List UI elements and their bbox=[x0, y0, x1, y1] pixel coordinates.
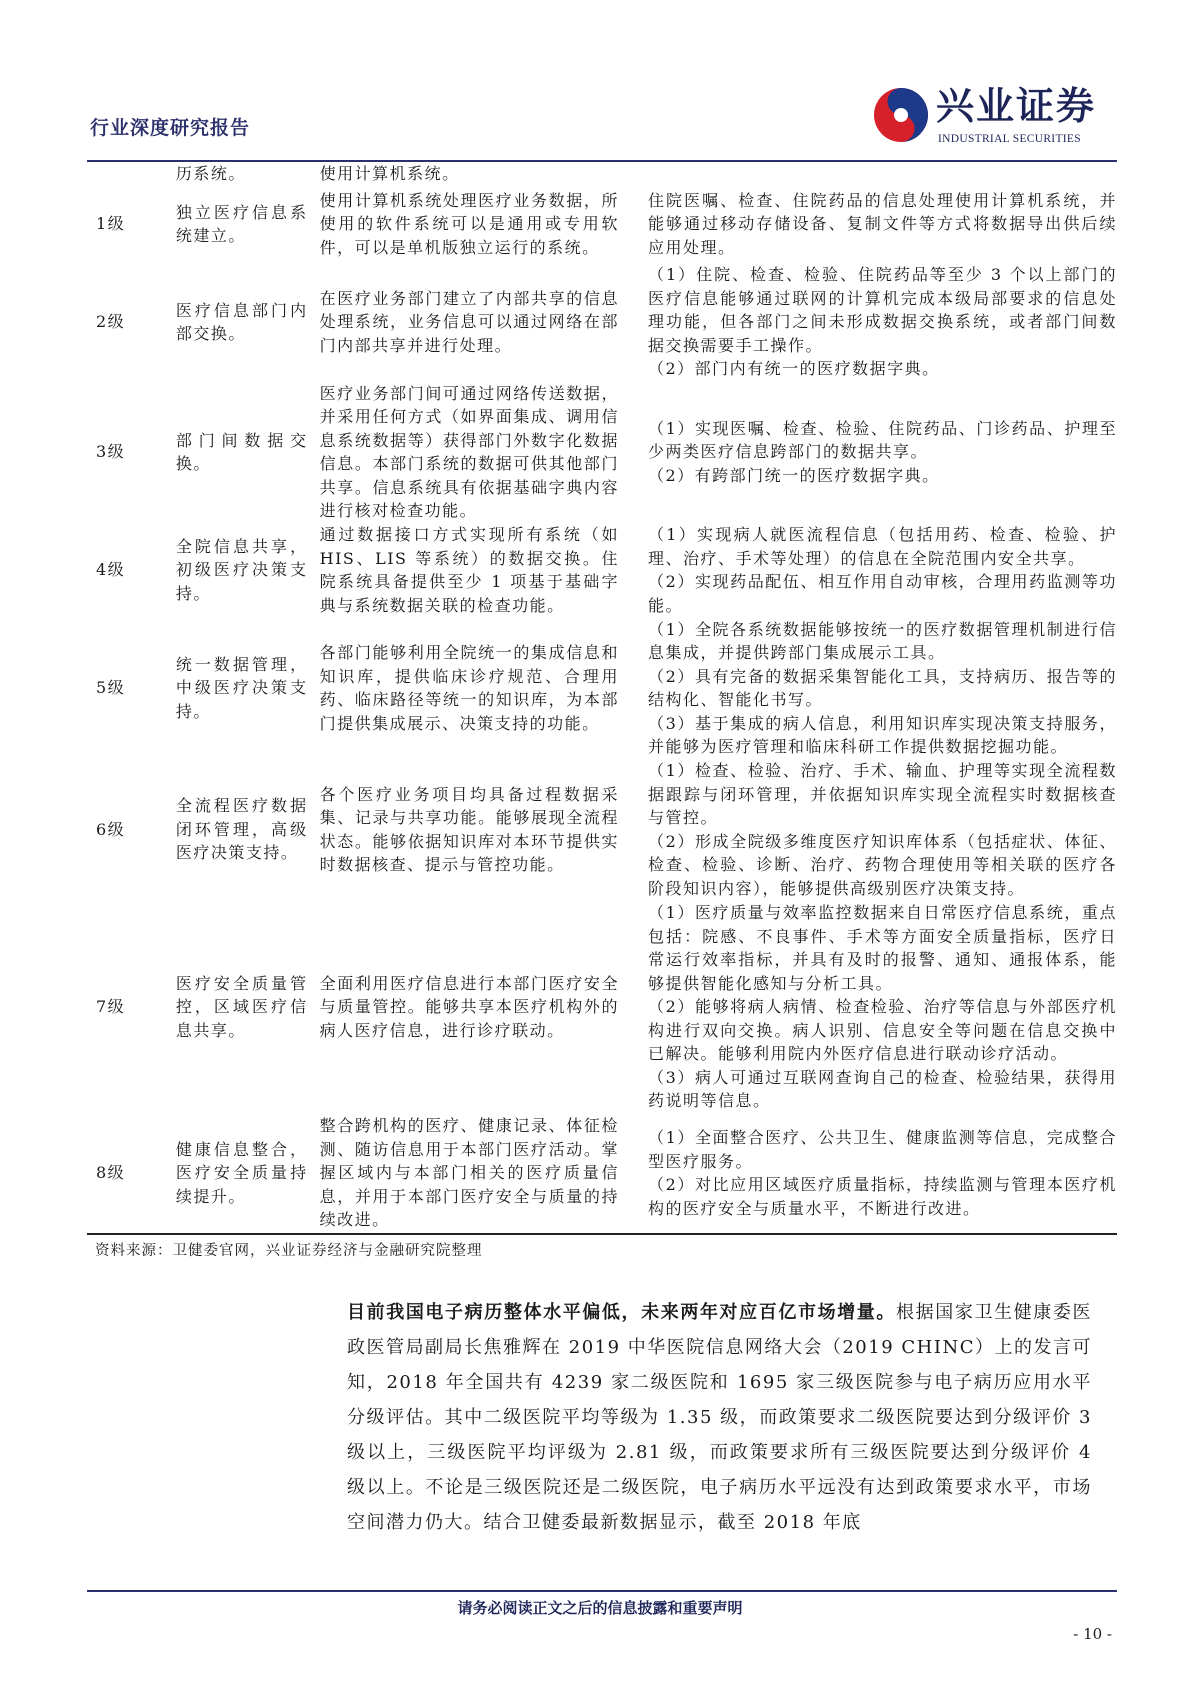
table-row bbox=[87, 1114, 1117, 1234]
stage-name-cell: 独立医疗信息系统建立。 bbox=[175, 202, 308, 245]
requirements-cell: 住院医嘱、检查、住院药品的信息处理使用计算机系统，并能够通过移动存储设备、复制文件等方式将数据导出供后续应用处理。 bbox=[648, 190, 1117, 257]
body-paragraph bbox=[347, 1295, 1092, 1540]
scope-cell: 整合跨机构的医疗、健康记录、体征检测、随访信息用于本部门医疗活动。掌握区域内与本部门相关的医疗质量信息，并用于本部门医疗安全与质量的持续改进。 bbox=[319, 1116, 619, 1230]
level-cell: 7级 bbox=[96, 997, 126, 1017]
table-row bbox=[87, 618, 1117, 759]
paragraph-lead: 目前我国电子病历整体水平偏低，未来两年对应百亿市场增量。 bbox=[347, 1301, 897, 1323]
requirements-cell: （1）实现医嘱、检查、检验、住院药品、门诊药品、护理至少两类医疗信息跨部门的数据共享。 （2）有跨部门统一的医疗数据字典。 bbox=[648, 418, 1117, 485]
requirements-cell: （1）全面整合医疗、公共卫生、健康监测等信息，完成整合型医疗服务。 （2）对比应用区域医疗质量指标，持续监测与管理本医疗机构的医疗安全与质量水平，不断进行改进。 bbox=[648, 1128, 1117, 1218]
footer-divider bbox=[87, 1590, 1117, 1592]
requirements-cell: （1）全院各系统数据能够按统一的医疗数据管理机制进行信息集成，并提供跨部门集成展示工具。 （2）具有完备的数据采集智能化工具，支持病历、报告等的结构化、智能化书写。 （3）基于集成的病人信息，利用知识库实现决策支持服务，并能够为医疗管理和临床科研工作提供数据挖掘功能。 bbox=[648, 619, 1117, 756]
scope-cell: 各部门能够利用全院统一的集成信息和知识库，提供临床诊疗规范、合理用药、临床路径等统一的知识库，为本部门提供集成展示、决策支持的功能。 bbox=[319, 643, 619, 733]
level-cell: 6级 bbox=[96, 819, 126, 839]
paragraph-text: 根据国家卫生健康委医政医管局副局长焦雅辉在 2019 中华医院信息网络大会（2019 CHINC）上的发言可知，2018 年全国共有 4239 家二级医院和 1695 家三级医院参与电子病历应用水平分级评估。其中二级医院平均等级为 1.35 级，而政策要求二级医院要达到分级评价 3 级以上，三级医院平均评级为 2.81 级，而政策要求所有三级医院要达到分级评价 4 级以上。不论是三级医院还是二级医院，电子病历水平远没有达到政策要求水平，市场空间潜力仍大。结合卫健委最新数据显示，截至 2018 年底 bbox=[347, 1301, 1093, 1533]
scope-cell: 使用计算机系统处理医疗业务数据，所使用的软件系统可以是通用或专用软件，可以是单机版独立运行的系统。 bbox=[319, 190, 619, 257]
scope-cell: 在医疗业务部门建立了内部共享的信息处理系统，业务信息可以通过网络在部门内部共享并进行处理。 bbox=[319, 288, 619, 355]
logo-swirl-icon bbox=[872, 86, 930, 144]
table-row bbox=[87, 263, 1117, 382]
table-row bbox=[87, 162, 1117, 186]
requirements-cell: （1）实现病人就医流程信息（包括用药、检查、检验、护理、治疗、手术等处理）的信息在全院范围内安全共享。 （2）实现药品配伍、相互作用自动审核，合理用药监测等功能。 bbox=[648, 525, 1117, 615]
stage-name-cell: 医疗安全质量管控，区域医疗信息共享。 bbox=[175, 973, 308, 1040]
requirements-cell: （1）医疗质量与效率监控数据来自日常医疗信息系统，重点包括：院感、不良事件、手术等方面安全质量指标，医疗日常运行效率指标，并具有及时的报警、通知、通报体系，能够提供智能化感知与分析工具。 （2）能够将病人病情、检查检验、治疗等信息与外部医疗机构进行双向交换。病人识别、信息安全等问题在信息交换中已解决。能够利用院内外医疗信息进行联动诊疗活动。 （3）病人可通过互联网查询自己的检查、检验结果，获得用药说明等信息。 bbox=[648, 903, 1117, 1111]
table-row bbox=[87, 523, 1117, 618]
table-row bbox=[87, 382, 1117, 523]
logo-text-en: INDUSTRIAL SECURITIES bbox=[938, 133, 1081, 145]
report-type-title: 行业深度研究报告 bbox=[90, 117, 251, 139]
table-row bbox=[87, 901, 1117, 1114]
stage-name-cell: 健康信息整合，医疗安全质量持续提升。 bbox=[175, 1139, 308, 1206]
scope-cell: 医疗业务部门间可通过网络传送数据，并采用任何方式（如界面集成、调用信息系统数据等）获得部门外数字化数据信息。本部门系统的数据可供其他部门共享。信息系统具有依据基础字典内容进行核对检查功能。 bbox=[319, 383, 619, 520]
stage-name-cell: 部门间数据交换。 bbox=[175, 430, 308, 473]
scope-cell: 各个医疗业务项目均具备过程数据采集、记录与共享功能。能够展现全流程状态。能够依据知识库对本环节提供实时数据核查、提示与管控功能。 bbox=[319, 784, 619, 874]
level-cell bbox=[87, 162, 176, 186]
stage-name-cell: 全流程医疗数据闭环管理，高级医疗决策支持。 bbox=[175, 796, 308, 863]
footer-disclaimer: 请务必阅读正文之后的信息披露和重要声明 bbox=[457, 1599, 743, 1617]
requirements-cell bbox=[648, 162, 1117, 186]
scope-cell: 使用计算机系统。 bbox=[319, 164, 460, 183]
stage-name-cell: 全院信息共享，初级医疗决策支持。 bbox=[175, 536, 308, 603]
page-number: - 10 - bbox=[1073, 1625, 1112, 1643]
level-cell: 5级 bbox=[96, 678, 126, 698]
level-cell: 1级 bbox=[96, 214, 126, 234]
stage-name-cell: 医疗信息部门内部交换。 bbox=[175, 300, 308, 343]
requirements-cell: （1）住院、检查、检验、住院药品等至少 3 个以上部门的医疗信息能够通过联网的计算机完成本级局部要求的信息处理功能，但各部门之间未形成数据交换系统，或者部门间数据交换需要手工操作。 （2）部门内有统一的医疗数据字典。 bbox=[648, 265, 1117, 379]
emr-level-table bbox=[87, 162, 1117, 1235]
level-cell: 2级 bbox=[96, 312, 126, 332]
logo-text-cn: 兴业证券 bbox=[936, 84, 1097, 128]
level-cell: 3级 bbox=[96, 442, 126, 462]
table-source: 资料来源：卫健委官网，兴业证券经济与金融研究院整理 bbox=[95, 1242, 483, 1259]
stage-name-cell: 历系统。 bbox=[175, 164, 246, 183]
company-logo bbox=[872, 84, 1117, 148]
level-cell: 4级 bbox=[96, 560, 126, 580]
scope-cell: 全面利用医疗信息进行本部门医疗安全与质量管控。能够共享本医疗机构外的病人医疗信息，进行诊疗联动。 bbox=[319, 973, 619, 1040]
level-cell: 8级 bbox=[96, 1163, 126, 1183]
page-footer bbox=[0, 1560, 1200, 1698]
scope-cell: 通过数据接口方式实现所有系统（如 HIS、LIS 等系统）的数据交换。住院系统具备提供至少 1 项基于基础字典与系统数据关联的检查功能。 bbox=[319, 525, 619, 615]
table-row bbox=[87, 759, 1117, 901]
requirements-cell: （1）检查、检验、治疗、手术、输血、护理等实现全流程数据跟踪与闭环管理，并依据知识库实现全流程实时数据核查与管控。 （2）形成全院级多维度医疗知识库体系（包括症状、体征、检查、检验、诊断、治疗、药物合理使用等相关联的医疗各阶段知识内容），能够提供高级别医疗决策支持。 bbox=[648, 761, 1117, 898]
stage-name-cell: 统一数据管理，中级医疗决策支持。 bbox=[175, 654, 308, 721]
page-header bbox=[0, 0, 1200, 160]
table-row bbox=[87, 186, 1117, 263]
